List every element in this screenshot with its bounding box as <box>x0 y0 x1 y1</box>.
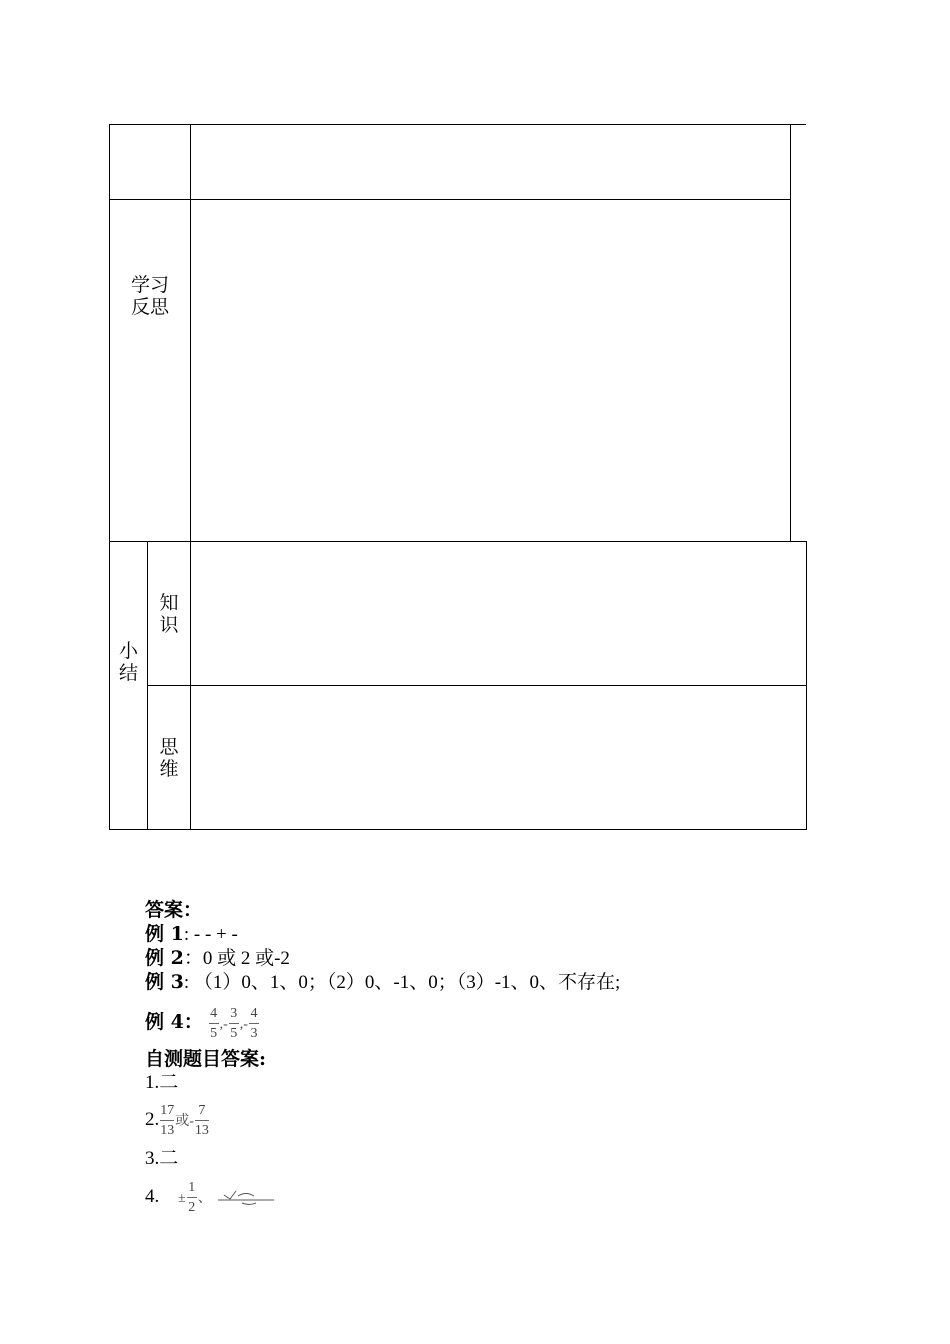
fraction <box>160 1102 174 1139</box>
table-line-right-bottom <box>806 541 807 830</box>
fraction <box>195 1102 209 1139</box>
illegible-formula-icon <box>216 1188 276 1208</box>
fraction-denominator: 5 <box>230 1026 238 1042</box>
fraction-numerator: 4 <box>250 1006 258 1022</box>
answer-2-prefix: 2. <box>145 1109 160 1130</box>
self-test-heading: 自测题目答案: <box>145 1048 267 1070</box>
example-1-text: : - - + - <box>183 924 238 945</box>
example-1-label: 例 1 <box>145 923 184 945</box>
fraction-denominator: 13 <box>160 1123 175 1139</box>
fraction-denominator: 2 <box>188 1200 196 1216</box>
example-4-colon: ： <box>183 1011 203 1033</box>
fraction-numerator: 3 <box>230 1006 238 1022</box>
example-2-answer <box>145 946 290 971</box>
fraction-denominator: 5 <box>210 1026 218 1042</box>
table-line-col-main <box>190 124 191 830</box>
reflection-label: 学习 反思 <box>130 274 169 318</box>
table-line-bottom <box>109 829 806 830</box>
table-line-col-sub <box>147 541 148 830</box>
fraction <box>229 1005 239 1042</box>
table-line-top <box>109 124 790 125</box>
fraction <box>187 1179 197 1216</box>
thinking-label: 思 维 <box>159 736 179 780</box>
table-line-row1 <box>109 199 790 200</box>
fraction-numerator: 4 <box>210 1006 218 1022</box>
or-text: 或- <box>175 1114 194 1129</box>
self-test-answer-2 <box>145 1098 210 1144</box>
self-test-answer-4 <box>145 1175 276 1221</box>
answers-heading: 答案： <box>145 899 203 921</box>
example-4-label: 例 4 <box>145 1011 184 1033</box>
fraction-denominator: 3 <box>250 1026 258 1042</box>
fraction-numerator: 7 <box>198 1103 206 1119</box>
table-line-row3 <box>147 685 806 686</box>
summary-label: 小 结 <box>118 640 138 684</box>
example-3-answer <box>145 970 620 995</box>
table-line-row2 <box>109 541 806 542</box>
self-test-answer-1: 1.二 <box>145 1072 179 1093</box>
example-2-label: 例 2 <box>145 947 184 969</box>
table-line-right-top <box>790 124 791 542</box>
table-line-left <box>109 124 110 830</box>
self-test-answer-3: 3.二 <box>145 1148 179 1169</box>
fraction-numerator: 17 <box>160 1103 175 1119</box>
fraction-numerator: 1 <box>188 1180 196 1196</box>
knowledge-label: 知 识 <box>159 592 179 636</box>
example-1-answer <box>145 922 238 947</box>
fraction-denominator: 13 <box>194 1123 209 1139</box>
separator: ,- <box>219 1017 228 1032</box>
example-3-label: 例 3 <box>145 971 184 993</box>
separator: ,- <box>239 1017 248 1032</box>
example-3-text: : （1）0、1、0；（2）0、-1、0；（3）-1、0、不存在; <box>183 972 621 993</box>
fraction <box>209 1005 219 1042</box>
plus-minus: ± <box>178 1191 186 1206</box>
table-line-top-stub <box>790 124 806 125</box>
example-2-text: ：0 或 2 或-2 <box>183 948 290 969</box>
example-4-answer <box>145 1000 260 1047</box>
separator: 、 <box>197 1191 212 1206</box>
fraction <box>249 1005 259 1042</box>
answer-4-prefix: 4. <box>145 1186 160 1207</box>
